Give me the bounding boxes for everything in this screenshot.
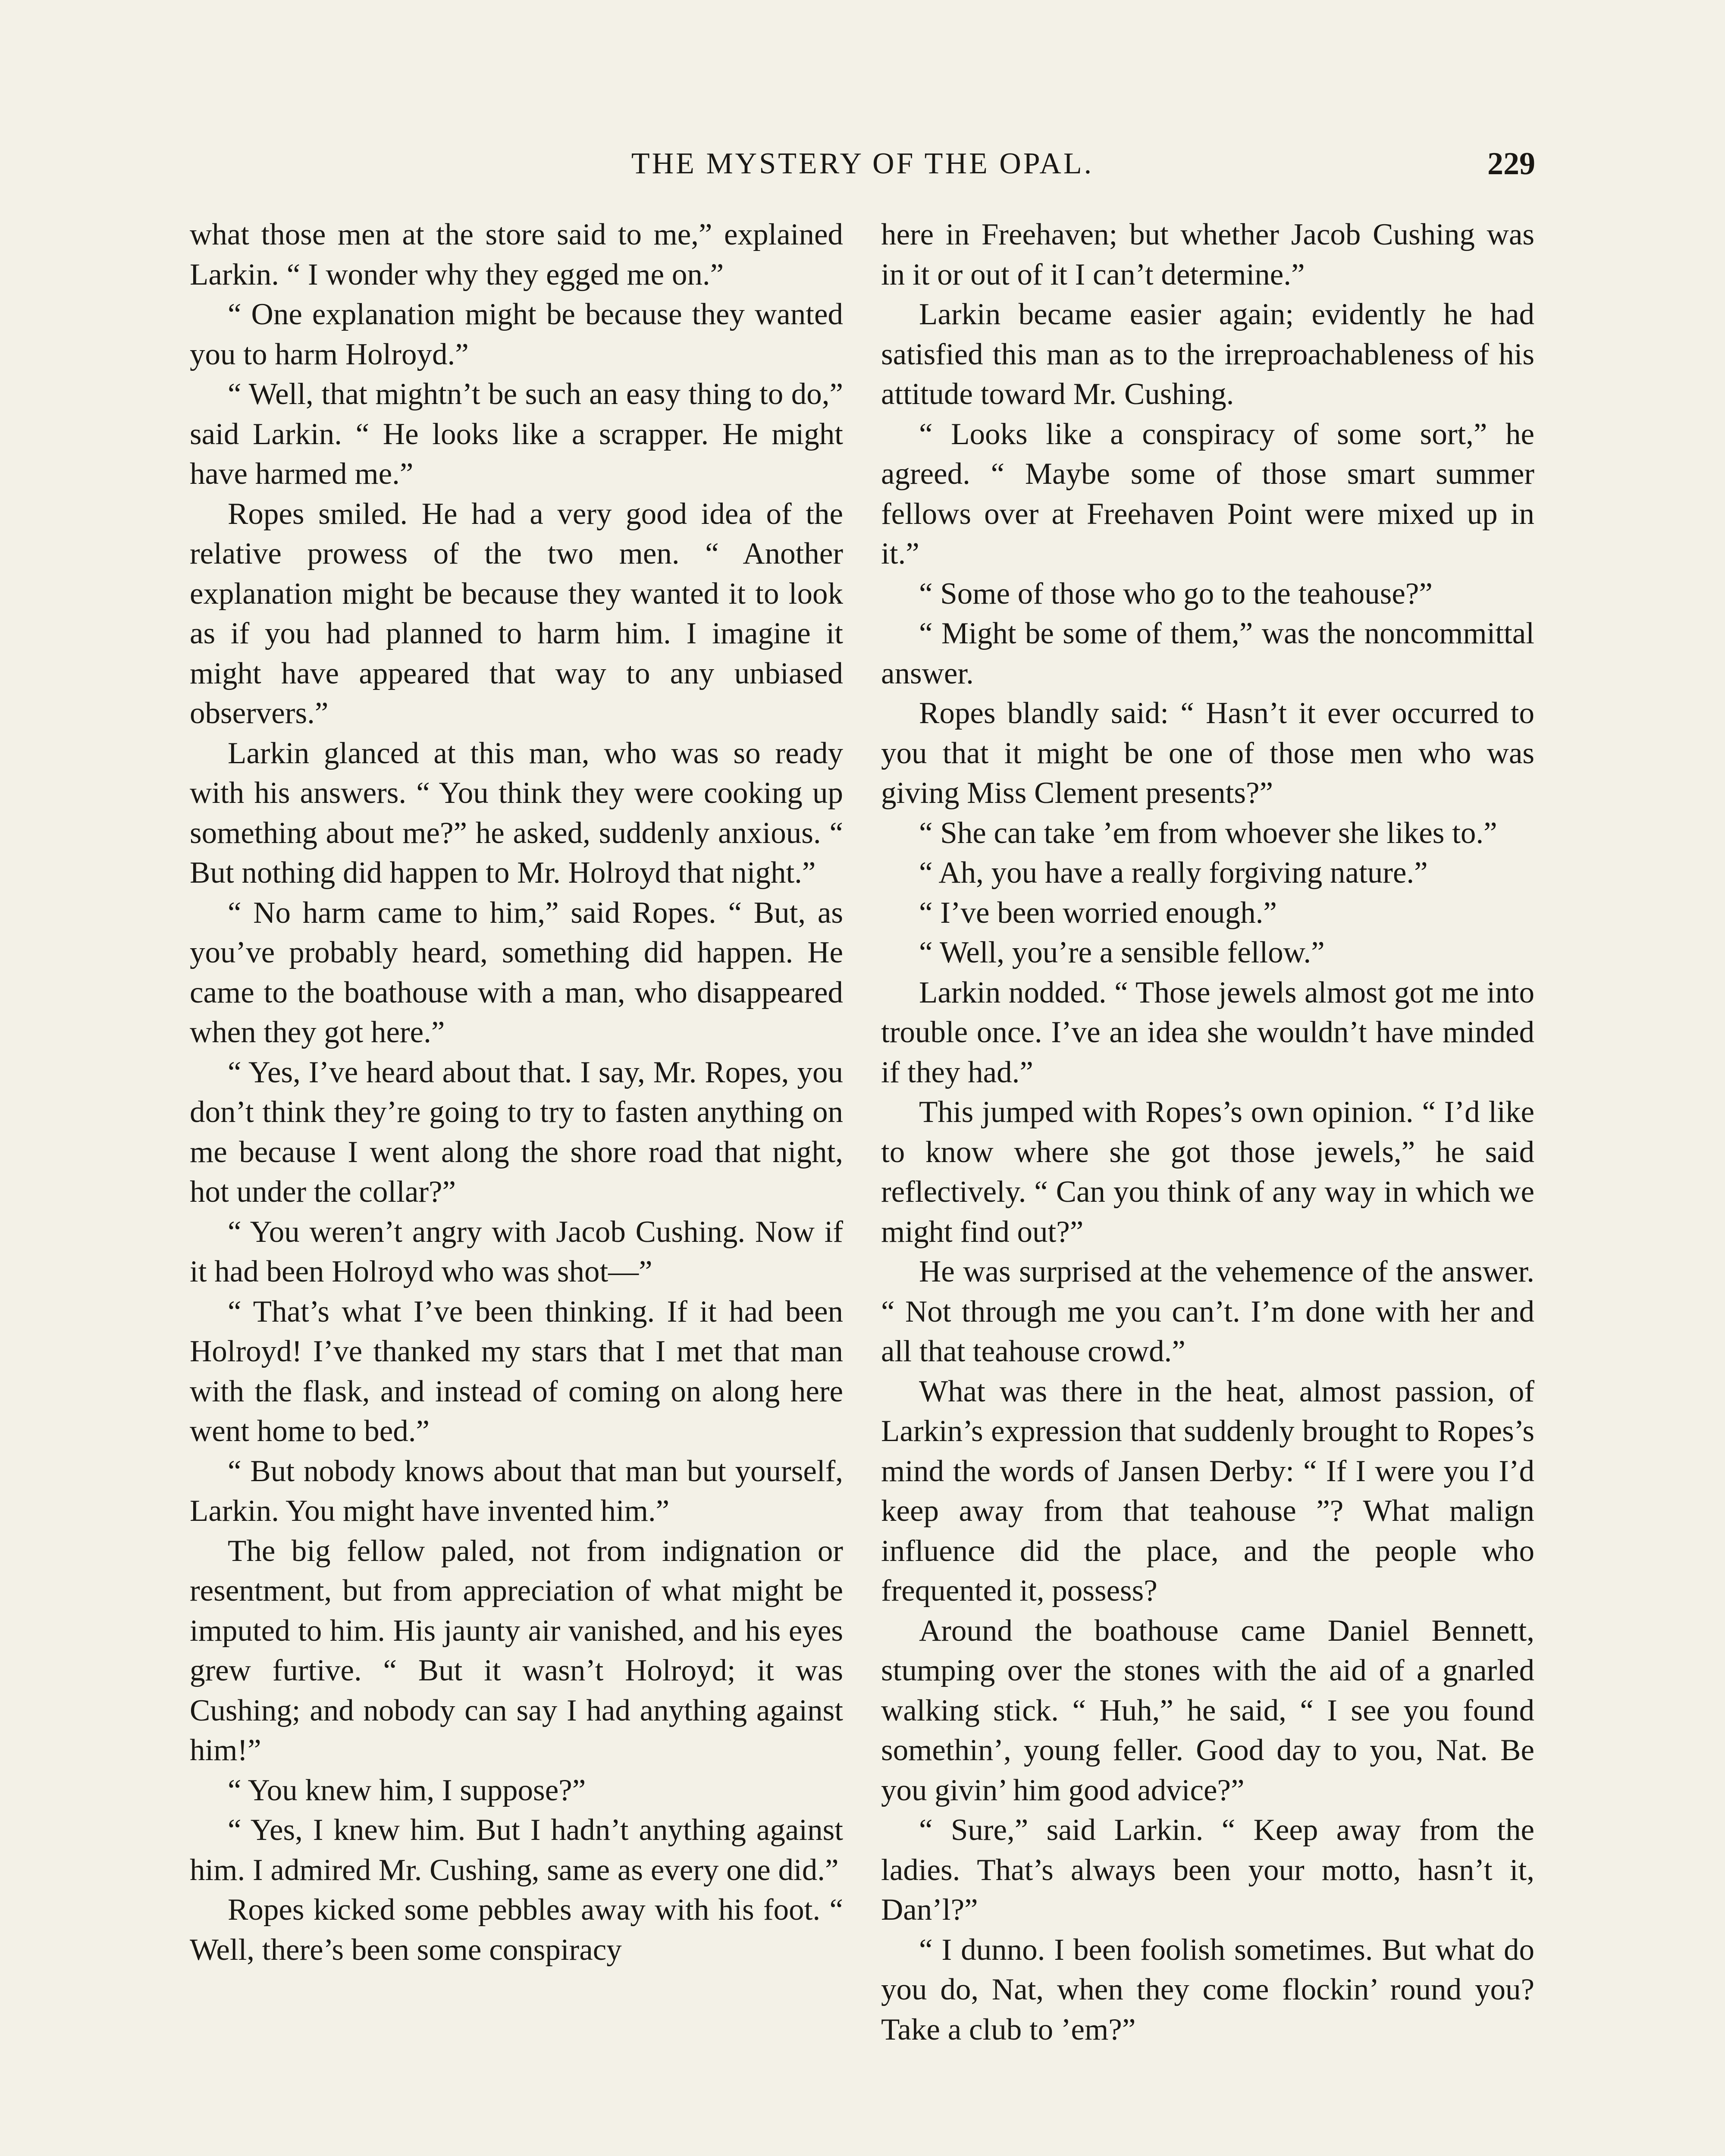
paragraph: What was there in the heat, almost passion, of Larkin’s expression that suddenly brought to Ropes’s mind the words of Jansen Derby: “ If I were you I’d keep away from that teahouse ”? What malign influence did the place, and the people who frequented it, possess? [881, 1374, 1534, 1608]
running-title: THE MYSTERY OF THE OPAL. [631, 147, 1094, 180]
paragraph: “ No harm came to him,” said Ropes. “ But, as you’ve probably heard, something did happen. He came to the boathouse with a man, who disappeared when they got here.” [190, 896, 843, 1049]
paragraph: Ropes kicked some pebbles away with his foot. “ Well, there’s been some conspiracy [190, 1893, 843, 1967]
paragraph: Around the boathouse came Daniel Bennett, stumping over the stones with the aid of a gnarled walking stick. “ Huh,” he said, “ I see you found somethin’, young feller. Good day to you, Nat. Be you givin’ him good advice?” [881, 1614, 1534, 1807]
paragraph: what those men at the store said to me,” explained Larkin. “ I wonder why they egged me on.” [190, 218, 843, 291]
paragraph: “ I’ve been worried enough.” [919, 896, 1277, 930]
paragraph: “ Well, you’re a sensible fellow.” [919, 936, 1325, 969]
paragraph: He was surprised at the vehemence of the answer. “ Not through me you can’t. I’m done with her and all that teahouse crowd.” [881, 1255, 1534, 1368]
paragraph: here in Freehaven; but whether Jacob Cushing was in it or out of it I can’t determine.” [881, 218, 1534, 291]
paragraph: Larkin glanced at this man, who was so ready with his answers. “ You think they were cooking up something about me?” he asked, suddenly anxious. “ But nothing did happen to Mr. Holroyd that night.” [190, 736, 843, 890]
paragraph: “ Well, that mightn’t be such an easy thing to do,” said Larkin. “ He looks like a scrapper. He might have harmed me.” [190, 377, 843, 491]
paragraph: “ That’s what I’ve been thinking. If it had been Holroyd! I’ve thanked my stars that I met that man with the flask, and instead of coming on along here went home to bed.” [190, 1294, 843, 1448]
left-column [190, 215, 843, 1970]
paragraph: “ You knew him, I suppose?” [228, 1773, 586, 1807]
paragraph: Larkin nodded. “ Those jewels almost got me into trouble once. I’ve an idea she wouldn’t have minded if they had.” [881, 975, 1534, 1089]
paragraph: This jumped with Ropes’s own opinion. “ I’d like to know where she got those jewels,” he said reflectively. “ Can you think of any way in which we might find out?” [881, 1095, 1534, 1249]
paragraph: “ Looks like a conspiracy of some sort,” he agreed. “ Maybe some of those smart summer fellows over at Freehaven Point were mixed up in it.” [881, 417, 1534, 570]
paragraph: “ Yes, I’ve heard about that. I say, Mr. Ropes, you don’t think they’re going to try to fasten anything on me because I went along the shore road that night, hot under the collar?” [190, 1055, 843, 1209]
paragraph: “ Sure,” said Larkin. “ Keep away from the ladies. That’s always been your motto, hasn’t it, Dan’l?” [881, 1813, 1534, 1927]
paragraph: “ One explanation might be because they wanted you to harm Holroyd.” [190, 298, 843, 371]
paragraph: “ Might be some of them,” was the noncommittal answer. [881, 617, 1534, 690]
paragraph: “ Yes, I knew him. But I hadn’t anything against him. I admired Mr. Cushing, same as every one did.” [190, 1813, 843, 1887]
paragraph: Larkin became easier again; evidently he had satisfied this man as to the irreproachableness of his attitude toward Mr. Cushing. [881, 298, 1534, 411]
page-number: 229 [1487, 146, 1535, 182]
paragraph: The big fellow paled, not from indignation or resentment, but from appreciation of what might be imputed to him. His jaunty air vanished, and his eyes grew furtive. “ But it wasn’t Holroyd; it was Cushing; and nobody can say I had anything against him!” [190, 1534, 843, 1767]
paragraph: “ Ah, you have a really forgiving nature.” [919, 856, 1428, 890]
paragraph: “ But nobody knows about that man but yourself, Larkin. You might have invented him.” [190, 1454, 843, 1528]
running-head [190, 142, 1535, 185]
paragraph: Ropes smiled. He had a very good idea of the relative prowess of the two men. “ Another explanation might be because they wanted it to look as if you had planned to harm him. I imagine it might have appeared that way to any unbiased observers.” [190, 497, 843, 730]
paragraph: “ Some of those who go to the teahouse?” [919, 577, 1433, 611]
paragraph: Ropes blandly said: “ Hasn’t it ever occurred to you that it might be one of those men who was giving Miss Clement presents?” [881, 696, 1534, 810]
paragraph: “ She can take ’em from whoever she likes to.” [919, 816, 1497, 850]
paragraph: “ I dunno. I been foolish sometimes. But what do you do, Nat, when they come flockin’ round you? Take a club to ’em?” [881, 1933, 1534, 2046]
paragraph: “ You weren’t angry with Jacob Cushing. Now if it had been Holroyd who was shot—” [190, 1215, 843, 1288]
right-column [881, 215, 1534, 2049]
